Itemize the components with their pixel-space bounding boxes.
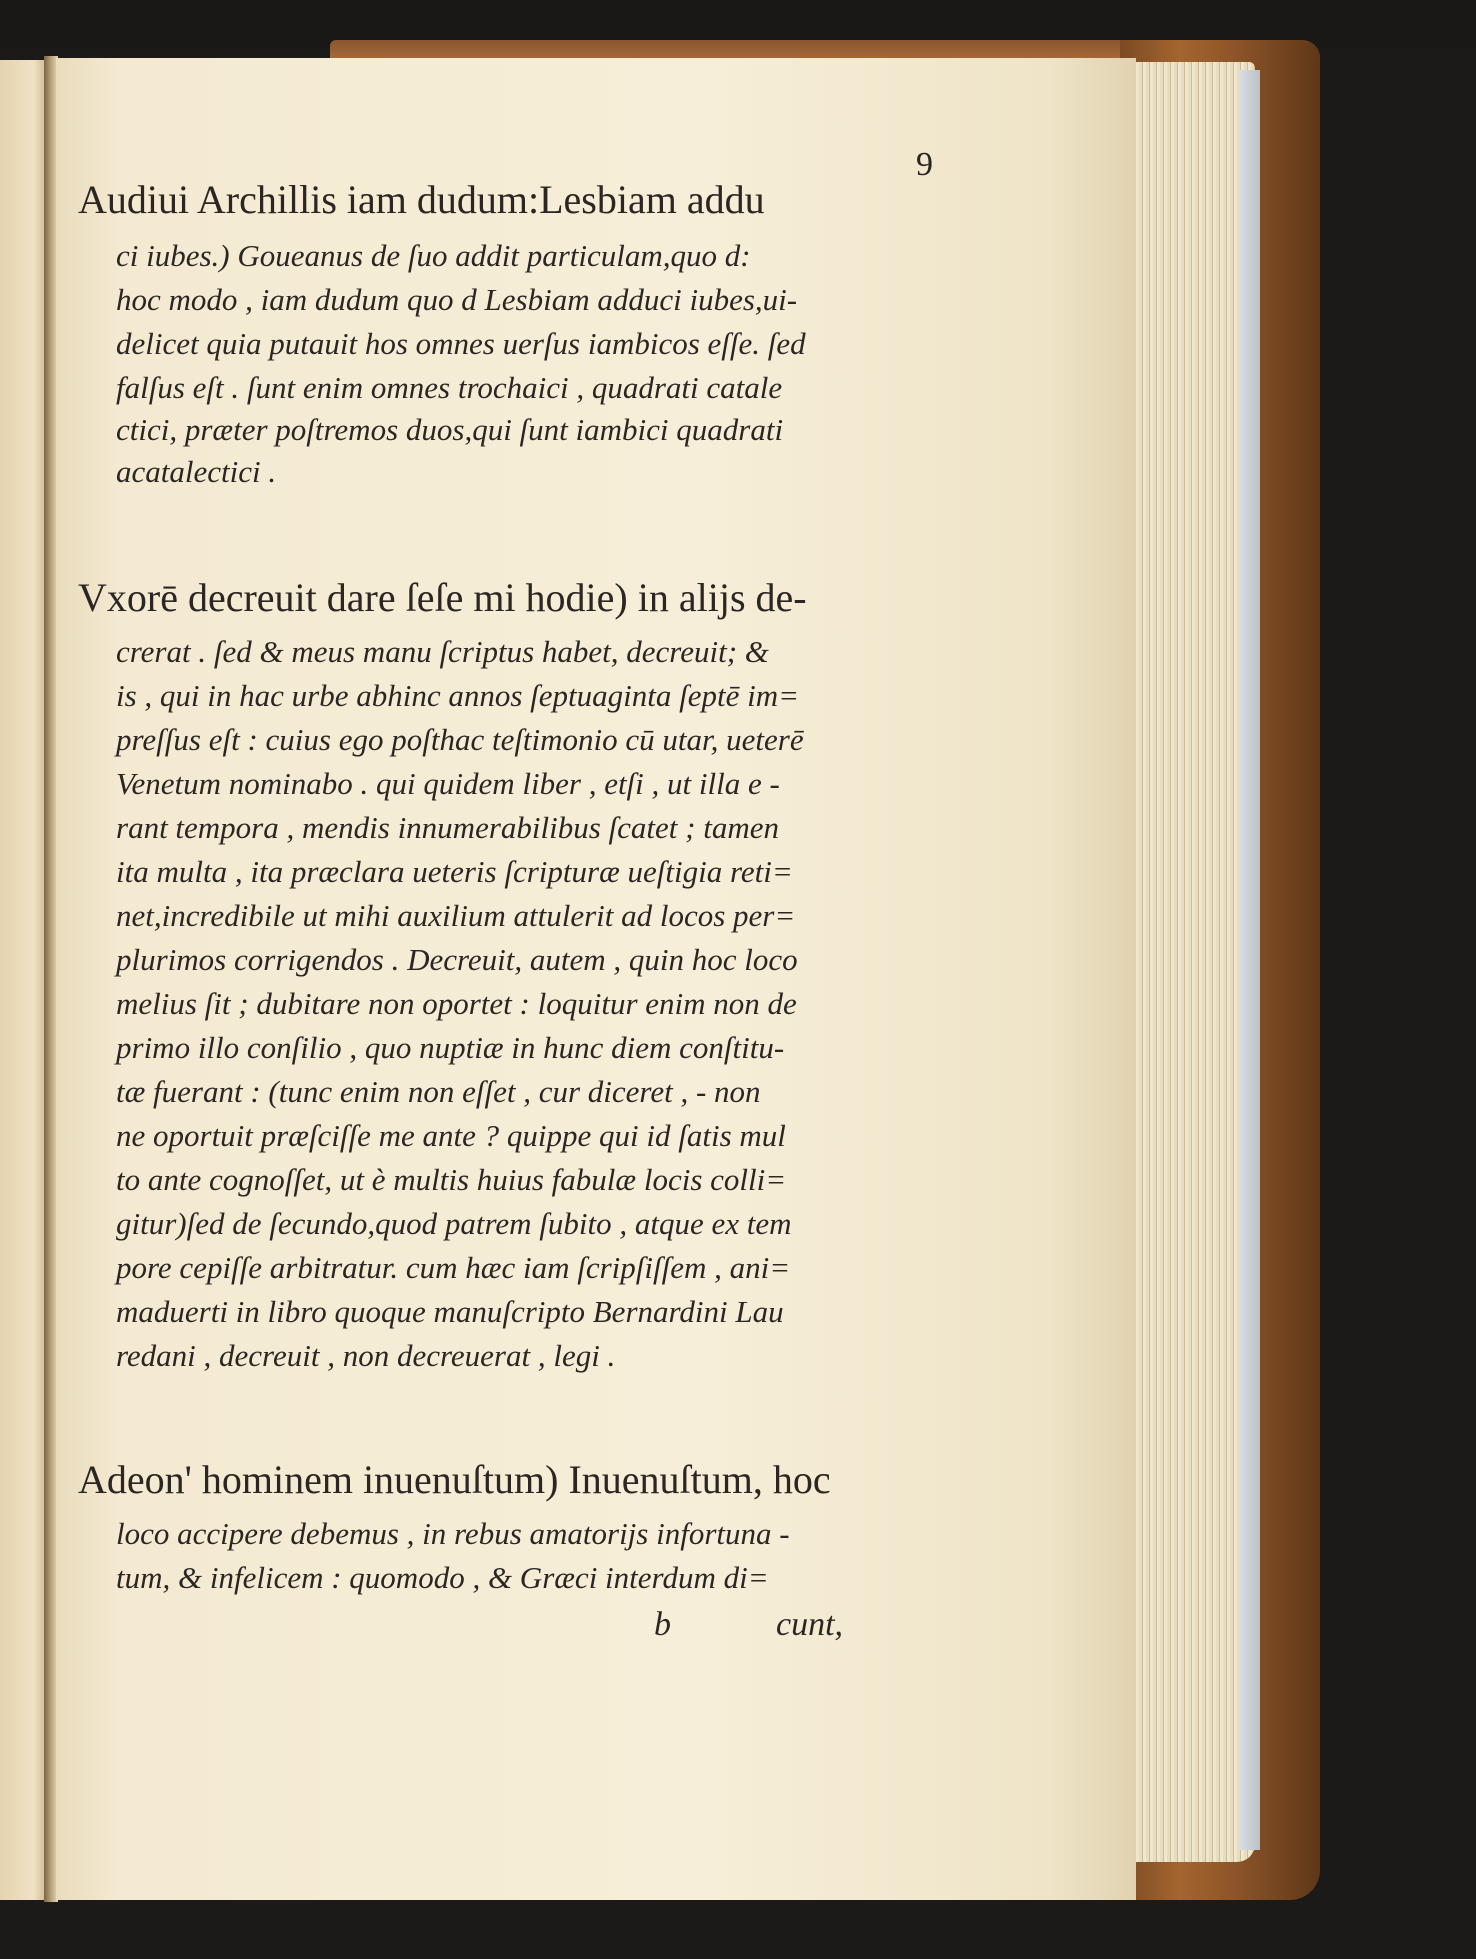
text-line: pore cepiſſe arbitratur. cum hæc iam ſcripſiſſem , ani= <box>116 1250 791 1285</box>
verso-page <box>0 60 48 1900</box>
catchword: cunt, <box>776 1606 844 1643</box>
text-line: hoc modo , iam dudum quo d Lesbiam adduci iubes,ui- <box>116 282 798 317</box>
text-line: ne oportuit præſciſſe me ante ? quippe qui id ſatis mul <box>116 1118 786 1153</box>
text-line: falſus eſt . ſunt enim omnes trochaici , quadrati catale <box>116 370 783 405</box>
text-line: melius ſit ; dubitare non oportet : loquitur enim non de <box>116 986 797 1021</box>
lemma-line: Adeon' hominem inuenuſtum) Inuenuſtum, hoc <box>78 1457 831 1502</box>
text-line: ci iubes.) Goueanus de ſuo addit particulam,quo d: <box>116 238 751 273</box>
text-line: preſſus eſt : cuius ego poſthac teſtimonio cū utar, ueterē <box>116 722 804 757</box>
text-line: ctici, præter poſtremos duos,qui ſunt iambici quadrati <box>116 412 784 447</box>
text-line: to ante cognoſſet, ut è multis huius fabulæ locis colli= <box>116 1162 787 1197</box>
text-line: maduerti in libro quoque manuſcripto Bernardini Lau <box>116 1294 784 1329</box>
text-line: tæ fuerant : (tunc enim non eſſet , cur diceret , - non <box>116 1074 761 1109</box>
text-line: is , qui in hac urbe abhinc annos ſeptuaginta ſeptē im= <box>116 678 800 713</box>
text-line: gitur)ſed de ſecundo,quod patrem ſubito , atque ex tem <box>116 1206 792 1241</box>
page-edges-outer <box>1240 70 1260 1850</box>
folio-number: 9 <box>916 146 933 183</box>
text-line: redani , decreuit , non decreuerat , legi . <box>116 1338 616 1373</box>
text-line: rant tempora , mendis innumerabilibus ſcatet ; tamen <box>116 810 779 845</box>
lemma-line: Vxorē decreuit dare ſeſe mi hodie) in alijs de- <box>78 575 807 620</box>
lemma-line: Audiui Archillis iam dudum:Lesbiam addu <box>78 177 765 222</box>
signature-mark: b <box>654 1606 671 1643</box>
text-line: Venetum nominabo . qui quidem liber , etſi , ut illa e - <box>116 766 780 801</box>
text-line: delicet quia putauit hos omnes uerſus iambicos eſſe. ſed <box>116 326 806 361</box>
text-line: tum, & infelicem : quomodo , & Græci interdum di= <box>116 1560 769 1595</box>
text-line: plurimos corrigendos . Decreuit, autem , quin hoc loco <box>116 942 798 977</box>
text-line: acatalectici . <box>116 454 277 489</box>
text-line: loco accipere debemus , in rebus amatorijs infortuna - <box>116 1516 790 1551</box>
text-line: net,incredibile ut mihi auxilium attulerit ad locos per= <box>116 898 796 933</box>
page-edges <box>1125 62 1255 1862</box>
text-line: primo illo conſilio , quo nuptiæ in hunc diem conſtitu- <box>116 1030 785 1065</box>
recto-page <box>56 58 1136 1900</box>
text-line: crerat . ſed & meus manu ſcriptus habet, decreuit; & <box>116 634 769 669</box>
text-line: ita multa , ita præclara ueteris ſcripturæ ueſtigia reti= <box>116 854 793 889</box>
